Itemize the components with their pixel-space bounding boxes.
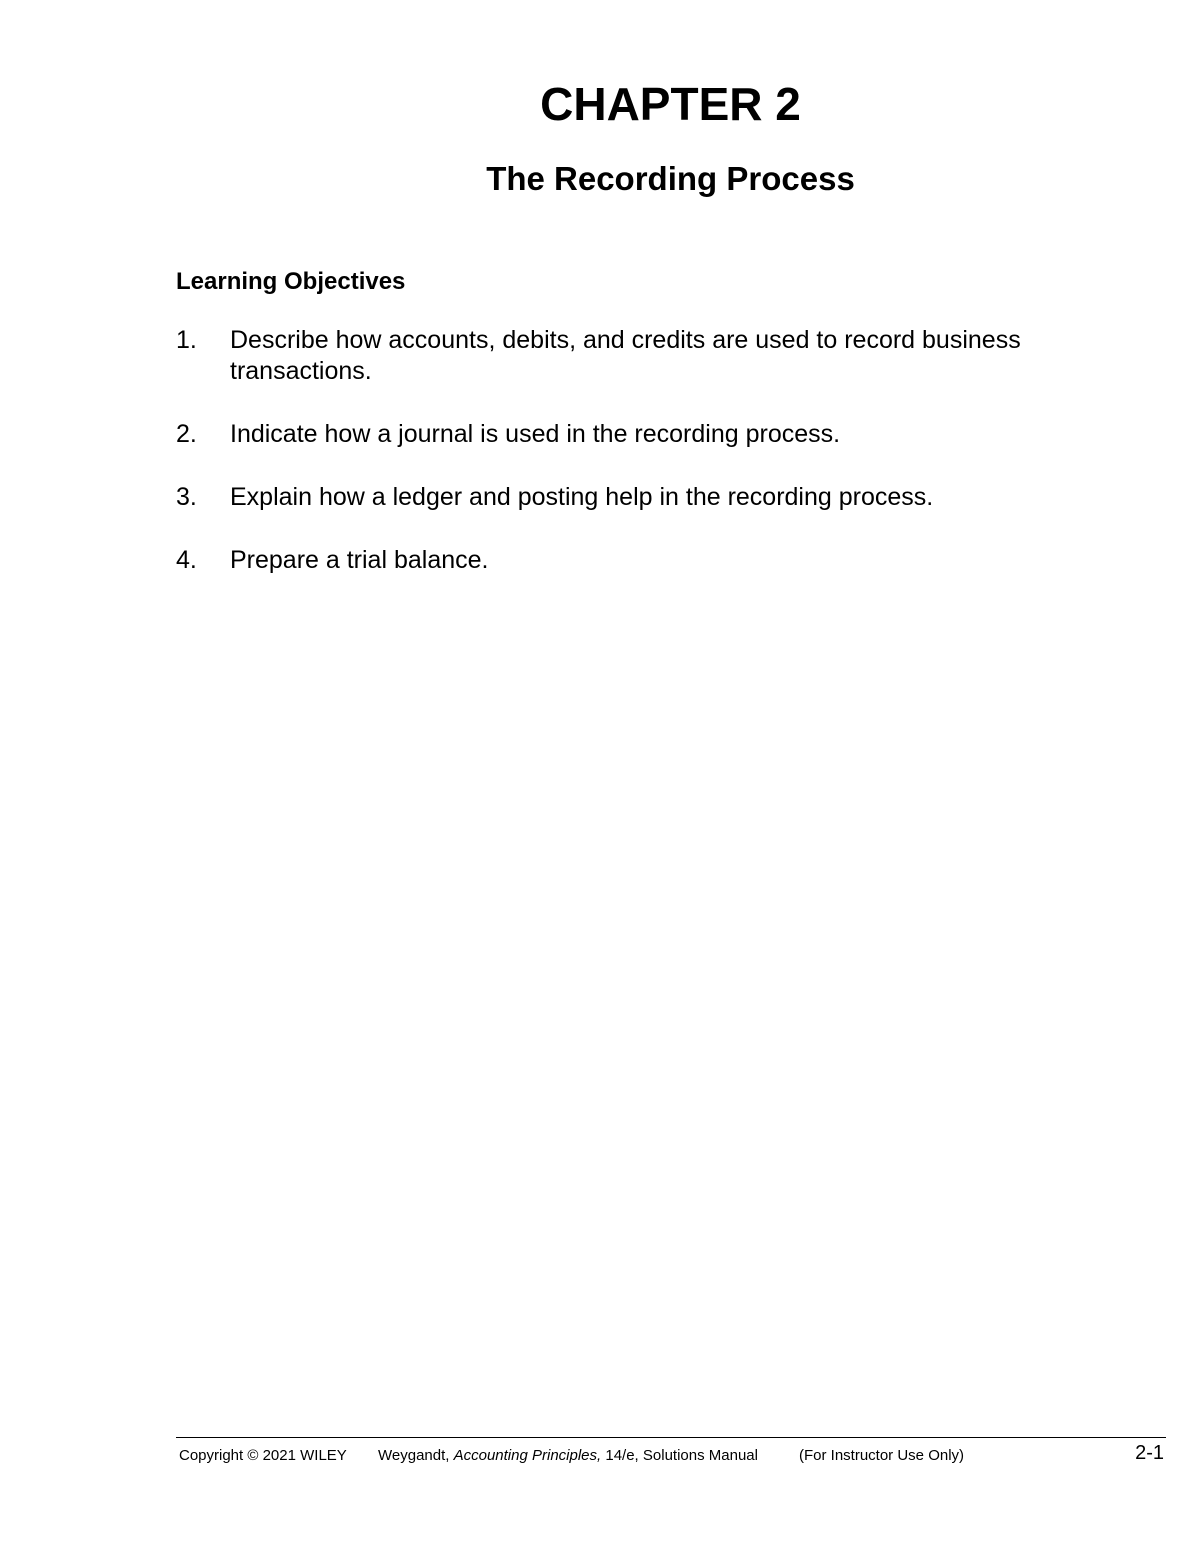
objective-text: Indicate how a journal is used in the recording process. <box>230 420 841 448</box>
learning-objectives-list <box>176 325 1136 576</box>
objective-item-4 <box>176 545 1136 576</box>
objective-number: 4. <box>176 546 197 574</box>
objective-number: 1. <box>176 326 197 354</box>
citation-author: Weygandt, <box>378 1447 454 1464</box>
objective-number: 3. <box>176 483 197 511</box>
citation-edition: 14/e, Solutions Manual <box>601 1447 758 1464</box>
objective-text: Prepare a trial balance. <box>230 546 489 574</box>
footer-notice: (For Instructor Use Only) <box>799 1447 965 1464</box>
objective-item-3 <box>176 482 1136 513</box>
objective-item-1 <box>176 325 1136 387</box>
footer-citation <box>378 1446 758 1466</box>
chapter-subtitle: The Recording Process <box>486 160 855 197</box>
objective-text: Describe how accounts, debits, and credits are used to record business transactions. <box>230 326 1021 385</box>
page-number: 2-1 <box>1135 1442 1164 1464</box>
page-footer <box>179 1444 1164 1468</box>
citation-book-title: Accounting Principles, <box>453 1447 602 1464</box>
objective-text: Explain how a ledger and posting help in the recording process. <box>230 483 934 511</box>
learning-objectives-heading: Learning Objectives <box>176 268 406 295</box>
footer-copyright: Copyright © 2021 WILEY <box>179 1447 347 1464</box>
objective-item-2 <box>176 419 1136 450</box>
chapter-title: CHAPTER 2 <box>540 78 801 130</box>
objective-number: 2. <box>176 420 197 448</box>
footer-divider <box>176 1437 1166 1438</box>
